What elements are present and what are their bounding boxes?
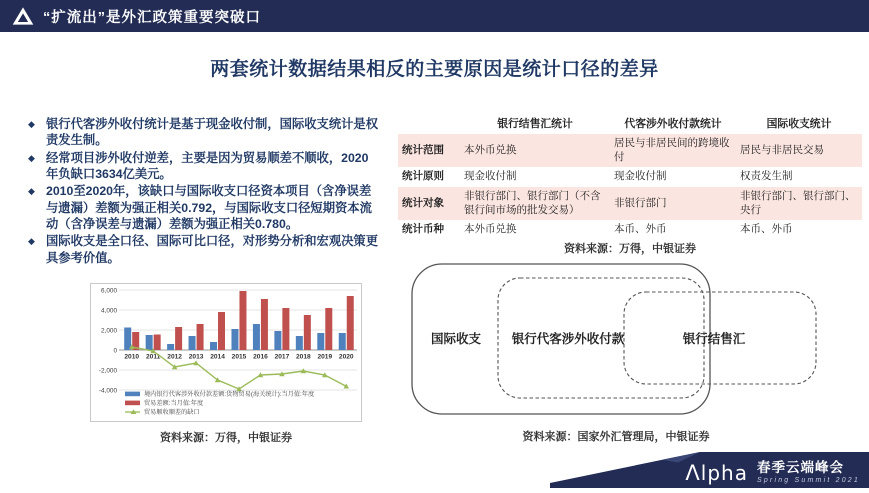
- bar-red: [154, 335, 161, 351]
- bar-red: [197, 324, 204, 350]
- y-axis-tick-label: 6,000: [101, 287, 117, 295]
- bullet-item: [28, 183, 380, 232]
- table-row: [398, 187, 862, 220]
- table-column-header: 银行结售汇统计: [497, 118, 573, 130]
- bar-red: [325, 308, 332, 350]
- x-axis-tick-label: 2012: [167, 353, 182, 361]
- diagram-label-cross-border: 银行代客涉外收付款: [511, 332, 625, 346]
- x-axis-tick-label: 2013: [188, 353, 204, 361]
- diagram-label-settlement: 银行结售汇: [682, 332, 746, 346]
- header-bar: [0, 0, 869, 32]
- table-cell: 居民与非居民间的跨境收付: [614, 138, 730, 163]
- table-header-row: [398, 113, 862, 134]
- table-cell: 本外币兑换: [464, 144, 517, 156]
- bar-red: [304, 315, 311, 350]
- x-axis-tick-label: 2018: [296, 353, 311, 361]
- legend-swatch: [125, 401, 140, 406]
- bar-red: [282, 308, 289, 350]
- table-cell: 非银行部门、银行部门（不含银行间市场的批发交易）: [464, 190, 601, 216]
- alpha-logo-mark: Λ: [685, 461, 701, 485]
- table-row: [398, 220, 862, 240]
- y-axis-tick-label: 0: [113, 347, 117, 355]
- table-source: 资料来源：万得，中银证券: [564, 243, 696, 255]
- table-corner-cell: [398, 113, 460, 134]
- banner-content: [685, 461, 860, 485]
- diamond-bullet-icon: ◆: [28, 186, 35, 197]
- bullet-text: 银行代客涉外收付统计是基于现金收付制，国际收支统计是权责发生制。: [46, 117, 379, 148]
- alpha-logo: [685, 461, 748, 485]
- bullet-item: [28, 116, 380, 149]
- x-axis-tick-label: 2016: [253, 353, 268, 361]
- bullet-list: [28, 116, 380, 267]
- bar-blue: [146, 335, 153, 350]
- table-row-label: 统计原则: [402, 171, 444, 183]
- legend-label: 贸易差额:当月值:年度: [144, 400, 204, 407]
- table-cell: 本币、外币: [614, 224, 667, 236]
- header-title: “扩流出”是外汇政策重要突破口: [43, 9, 261, 26]
- alpha-logo-rest: lpha: [700, 461, 748, 485]
- x-axis-tick-label: 2020: [338, 353, 354, 361]
- table-cell: 权责发生制: [740, 171, 793, 183]
- legend-label: 境内银行代客涉外收付款差额:货物贸易(海关统计):当月值:年度: [144, 391, 315, 398]
- table-row-label: 统计对象: [402, 197, 444, 209]
- event-banner: [550, 445, 869, 488]
- diamond-bullet-icon: ◆: [28, 152, 35, 163]
- legend-label: 贸易顺收顺差的缺口: [144, 409, 200, 416]
- bullet-item: [28, 233, 380, 266]
- event-title-en: Spring Summit 2021: [756, 477, 860, 485]
- bar-line-chart: [91, 284, 361, 421]
- diamond-bullet-icon: ◆: [28, 236, 35, 247]
- bar-red: [175, 327, 182, 350]
- bullet-item: [28, 150, 380, 183]
- bar-red: [261, 299, 268, 350]
- bar-red: [239, 291, 246, 350]
- table-cell: 居民与非居民交易: [740, 144, 824, 156]
- table-column-header: 国际收支统计: [766, 118, 832, 130]
- bar-red: [347, 296, 354, 350]
- table-cell: 现金收付制: [464, 171, 517, 183]
- table-row-label: 统计币种: [402, 224, 444, 236]
- bar-blue: [231, 329, 238, 350]
- bar-blue: [210, 342, 217, 350]
- event-title-block: [757, 461, 860, 485]
- table-cell: 非银行部门、银行部门、央行: [740, 190, 856, 216]
- alpha-triangle-icon: [11, 5, 35, 27]
- y-axis-tick-label: -4,000: [98, 387, 117, 395]
- bullet-text: 国际收支是全口径、国际可比口径，对形势分析和宏观决策更具参考价值。: [46, 234, 379, 265]
- bar-blue: [189, 336, 196, 350]
- bullet-text: 2010至2020年，该缺口与国际收支口径资本项目（含净误差与遗漏）差额为强正相关0.792，与国际收支口径短期资本流动（含净误差与遗漏）差额为强正相关0.780。: [46, 184, 372, 232]
- event-title-cn: 春季云端峰会: [756, 460, 844, 476]
- page-title: 两套统计数据结果相反的主要原因是统计口径的差异: [210, 59, 659, 80]
- table-cell: 现金收付制: [614, 171, 667, 183]
- trade-gap-chart: [90, 283, 362, 422]
- x-axis-tick-label: 2010: [124, 353, 140, 361]
- x-axis-tick-label: 2015: [231, 353, 247, 361]
- y-axis-tick-label: 4,000: [101, 307, 117, 315]
- diagram-source: 资料来源：国家外汇管理局，中银证券: [522, 431, 710, 443]
- chart-source: 资料来源：万得，中银证券: [160, 432, 292, 444]
- bar-blue: [167, 344, 174, 350]
- x-axis-tick-label: 2011: [146, 353, 161, 361]
- table-row-label: 统计范围: [402, 144, 444, 156]
- x-axis-tick-label: 2014: [210, 353, 225, 361]
- table-cell: 本币、外币: [740, 224, 793, 236]
- statistics-comparison-table: [398, 113, 862, 240]
- bullet-text: 经常项目涉外收付逆差，主要是因为贸易顺差不顺收，2020年负缺口3634亿美元。: [46, 150, 369, 182]
- bar-blue: [124, 328, 131, 351]
- bar-blue: [274, 331, 281, 350]
- table-column-header: 代客涉外收付款统计: [624, 118, 722, 130]
- bar-blue: [253, 324, 260, 350]
- y-axis-tick-label: 2,000: [101, 327, 117, 335]
- diamond-bullet-icon: ◆: [28, 119, 35, 129]
- x-axis-tick-label: 2019: [317, 353, 333, 361]
- bar-blue: [317, 333, 324, 350]
- table-cell: 本外币兑换: [464, 224, 517, 236]
- table-row: [398, 167, 862, 187]
- bar-blue: [296, 336, 303, 350]
- x-axis-tick-label: 2017: [274, 353, 290, 361]
- diagram-label-bop: 国际收支: [430, 332, 482, 346]
- bar-blue: [339, 333, 346, 350]
- scope-diagram: [396, 252, 866, 424]
- bar-red: [218, 312, 225, 350]
- table-cell: 非银行部门: [614, 197, 667, 209]
- table-row: [398, 134, 862, 167]
- y-axis-tick-label: -2,000: [98, 367, 117, 375]
- legend-swatch: [125, 392, 140, 397]
